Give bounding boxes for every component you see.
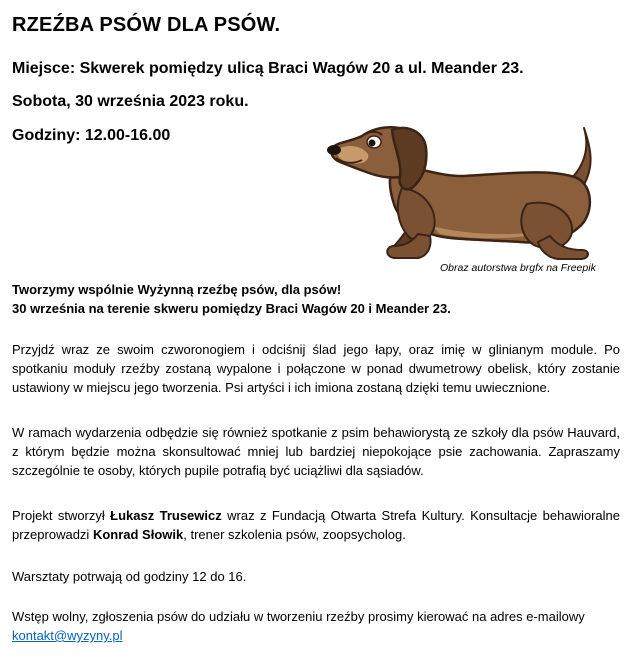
intro-text [12, 280, 620, 318]
intro-line-1: Tworzymy wspólnie Wyżynną rzeźbę psów, dla psów! [12, 282, 342, 297]
paragraph-workshop: Przyjdź wraz ze swoim czworonogiem i odciśnij ślad jego łapy, oraz imię w glinianym module. Po spotkaniu moduły rzeźby zostaną wypalone i połączone w ponad dwumetrowy obelisk, który zostanie ustawiony w miejscu jego tworzenia. Psi artyści i ich imiona zostaną dzięki temu uwiecznione. [12, 342, 620, 395]
author-name: Łukasz Trusewicz [110, 508, 222, 523]
image-credit: Obraz autorstwa brgfx na Freepik [440, 262, 596, 274]
credits-text-3: , trener szkolenia psów, zoopsycholog. [183, 527, 406, 542]
event-date: Sobota, 30 września 2023 roku. [12, 93, 249, 110]
dachshund-dog-illustration-icon [322, 118, 612, 268]
paragraph-contact [12, 607, 620, 645]
event-hours: Godziny: 12.00-16.00 [12, 127, 171, 144]
contact-text: Wstęp wolny, zgłoszenia psów do udziału w tworzeniu rzeźby prosimy kierować na adres e-mailowy [12, 609, 585, 624]
paragraph-credits [12, 506, 620, 544]
consultant-name: Konrad Słowik [92, 527, 184, 542]
credits-text-1: Projekt stworzył [12, 508, 111, 523]
credits-text-2: wraz z Fundacją Otwarta Strefa Kultury. Konsultacje behawioralne przeprowadzi [12, 508, 620, 542]
email-link[interactable]: kontakt@wyzyny.pl [12, 628, 123, 643]
event-location: Miejsce: Skwerek pomiędzy ulicą Braci Wagów 20 a ul. Meander 23. [12, 60, 524, 77]
intro-line-2: 30 września na terenie skweru pomiędzy Braci Wagów 20 i Meander 23. [12, 301, 451, 316]
paragraph-hours: Warsztaty potrwają od godziny 12 do 16. [12, 569, 247, 584]
page-title: RZEŹBA PSÓW DLA PSÓW. [12, 14, 281, 36]
paragraph-behaviorist: W ramach wydarzenia odbędzie się również spotkanie z psim behawiorystą ze szkoły dla psów Hauvard, z którym będzie można skonsultować mniej lub bardziej niepokojące psie zachowania. Zapraszamy szczególnie te osoby, których pupile potrafią być uciążliwi dla sąsiadów. [12, 425, 620, 478]
